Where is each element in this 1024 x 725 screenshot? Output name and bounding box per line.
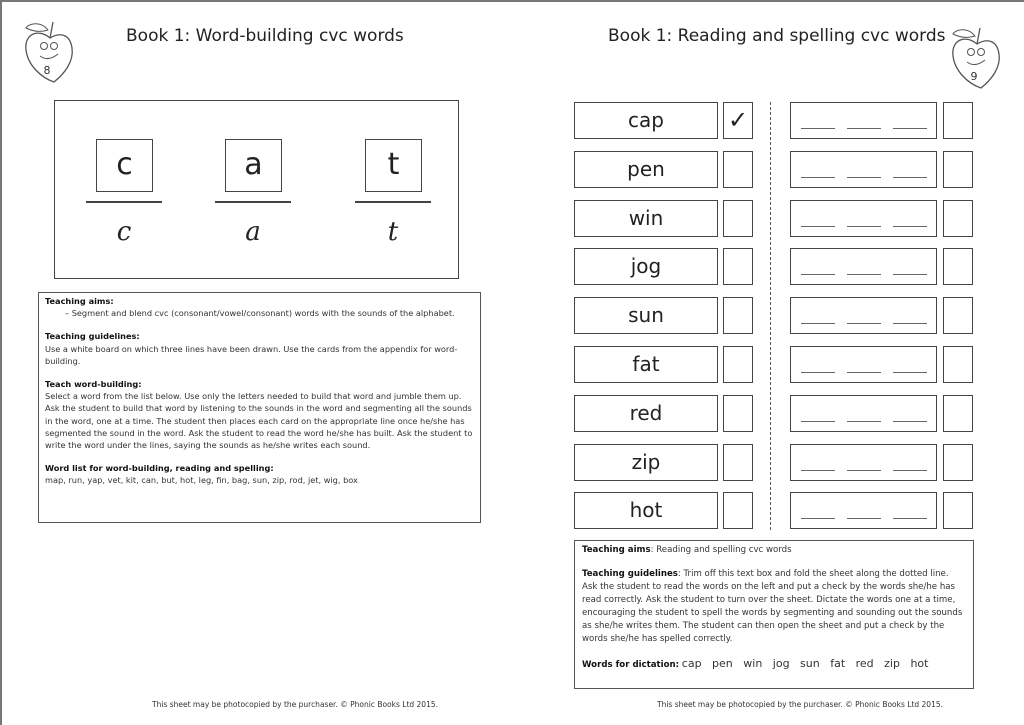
svg-text:8: 8	[43, 64, 51, 77]
list-heading: Word list for word-building, reading and spelling:	[45, 463, 274, 474]
reading-word: pen	[574, 151, 718, 188]
apple-mascot-icon	[20, 16, 80, 86]
spelling-box[interactable]	[790, 151, 937, 188]
reading-word: sun	[574, 297, 718, 334]
guidelines-heading: Teaching guidelines:	[45, 331, 140, 342]
reading-word: hot	[574, 492, 718, 529]
teaching-notes	[574, 540, 974, 689]
spell-check-box[interactable]	[943, 492, 973, 529]
svg-text:9: 9	[970, 70, 978, 83]
spelling-box[interactable]	[790, 395, 937, 432]
word-row	[574, 297, 974, 334]
read-check-box[interactable]	[723, 492, 753, 529]
aims-text: : Reading and spelling cvc words	[650, 545, 792, 555]
reading-word: fat	[574, 346, 718, 383]
word-row	[574, 492, 974, 529]
word-row	[574, 444, 974, 481]
writing-line	[355, 201, 431, 203]
word-row	[574, 248, 974, 285]
written-letter: t	[387, 217, 399, 247]
read-check-box[interactable]	[723, 395, 753, 432]
guidelines-text: Use a white board on which three lines have been drawn. Use the cards from the appendix for word-building.	[45, 343, 458, 366]
reading-word: jog	[574, 248, 718, 285]
word-list: map, run, yap, vet, kit, can, but, hot, leg, fin, bag, sun, zip, rod, jet, wig, box	[45, 475, 358, 486]
spell-check-box[interactable]	[943, 346, 973, 383]
written-letter: a	[245, 217, 261, 247]
word-row	[574, 102, 974, 139]
spell-check-box[interactable]	[943, 102, 973, 139]
writing-line	[86, 201, 162, 203]
reading-word: zip	[574, 444, 718, 481]
reading-word: win	[574, 200, 718, 237]
aims-heading: Teaching aims:	[45, 296, 114, 306]
spelling-box[interactable]	[790, 444, 937, 481]
dictation-heading: Words for dictation:	[582, 660, 680, 670]
word-row	[574, 151, 974, 188]
word-row	[574, 395, 974, 432]
written-letter: c	[116, 217, 132, 247]
guidelines-text: : Trim off this text box and fold the sheet along the dotted line. Ask the student to read the words on the left and put a check by the words she/he has read correctly. Ask the student to turn over the sheet. Dictate the words one at a time, encouraging the student to spell the words by segmenting and sounding out the sounds as she/he writes them. The student can then open the sheet and put a check by the words she/he has spelled correctly.	[582, 569, 963, 644]
build-text: Select a word from the list below. Use only the letters needed to build that word and jumble them up. Ask the student to build that word by listening to the sounds in the word and segmenting all the sounds in the word, one at a time. The student then places each card on the appropriate line once he/she has segmented the sound in the word. Ask the student to read the word he/she has built. Ask the student to write the word under the lines, saying the sounds as he/she writes each sound.	[45, 391, 473, 451]
read-check-box[interactable]	[723, 297, 753, 334]
read-check-box[interactable]	[723, 248, 753, 285]
read-check-box[interactable]	[723, 151, 753, 188]
spelling-box[interactable]	[790, 346, 937, 383]
reading-word: cap	[574, 102, 718, 139]
spell-check-box[interactable]	[943, 151, 973, 188]
footer: This sheet may be photocopied by the purchaser. © Phonic Books Ltd 2015.	[152, 700, 439, 709]
word-building-card	[54, 100, 459, 279]
reading-word: red	[574, 395, 718, 432]
spelling-box[interactable]	[790, 102, 937, 139]
spell-check-box[interactable]	[943, 248, 973, 285]
read-check-box[interactable]	[723, 346, 753, 383]
page-title: Book 1: Word-building cvc words	[126, 26, 404, 46]
writing-line	[215, 201, 291, 203]
letter-card: a	[225, 139, 282, 192]
spelling-box[interactable]	[790, 200, 937, 237]
build-heading: Teach word-building:	[45, 379, 142, 390]
teaching-notes	[38, 292, 481, 523]
read-check-box[interactable]: ✓	[723, 102, 753, 139]
word-row	[574, 200, 974, 237]
spell-check-box[interactable]	[943, 297, 973, 334]
guidelines-heading: Teaching guidelines	[582, 569, 678, 579]
spelling-box[interactable]	[790, 248, 937, 285]
spelling-box[interactable]	[790, 492, 937, 529]
read-check-box[interactable]	[723, 444, 753, 481]
spell-check-box[interactable]	[943, 395, 973, 432]
word-row	[574, 346, 974, 383]
fold-line	[770, 102, 771, 530]
page-title: Book 1: Reading and spelling cvc words	[608, 26, 946, 46]
read-check-box[interactable]	[723, 200, 753, 237]
spell-check-box[interactable]	[943, 200, 973, 237]
aims-heading: Teaching aims	[582, 545, 651, 555]
aims-text: – Segment and blend cvc (consonant/vowel/consonant) words with the sounds of the alphabet.	[65, 308, 455, 319]
apple-mascot-icon	[947, 22, 1007, 92]
dictation-words: cap pen win jog sun fat red zip hot	[681, 657, 929, 670]
spell-check-box[interactable]	[943, 444, 973, 481]
footer: This sheet may be photocopied by the purchaser. © Phonic Books Ltd 2015.	[657, 700, 944, 709]
letter-card: t	[365, 139, 422, 192]
letter-card: c	[96, 139, 153, 192]
spelling-box[interactable]	[790, 297, 937, 334]
